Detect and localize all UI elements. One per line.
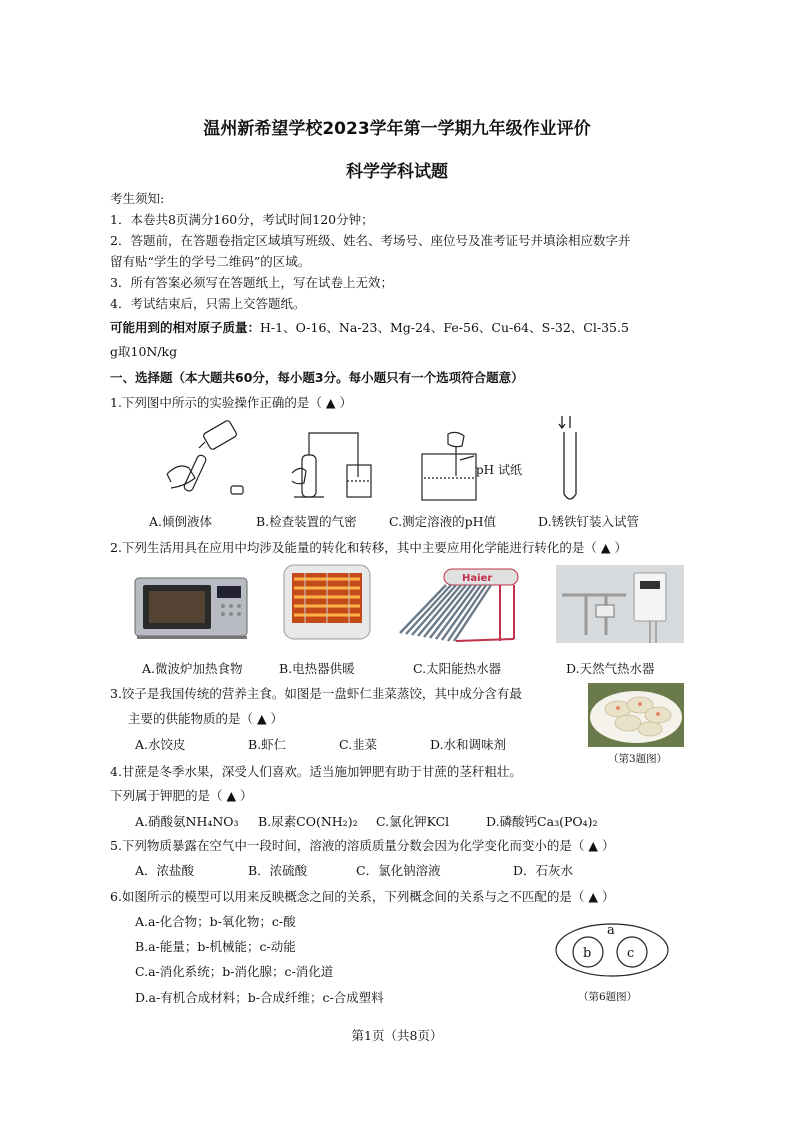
gas-heater-image (556, 565, 684, 643)
ph-paper-label: pH 试纸 (476, 463, 522, 477)
q2-option-d: D.天然气热水器 (566, 661, 655, 676)
q6-option-c: C.a-消化系统；b-消化腺；c-消化道 (135, 964, 334, 979)
airtightness-illustration (292, 425, 382, 505)
notice-item-3: 3．所有答案必须写在答题纸上，写在试卷上无效； (110, 275, 393, 290)
q3-option-b: B.虾仁 (248, 737, 287, 752)
q6-figure-caption: （第6题图） (578, 991, 638, 1003)
q3-option-d: D.水和调味剂 (430, 737, 507, 752)
solar-brand-label: Haier (462, 573, 493, 584)
concept-b-label: b (583, 946, 592, 961)
q4-option-a: A.硝酸氨NH₄NO₃ (135, 814, 239, 829)
q3-figure-caption: （第3题图） (608, 753, 668, 765)
q1-option-a: A.倾倒液体 (149, 514, 213, 529)
nail-tube-illustration (556, 414, 586, 506)
exam-title: 温州新希望学校2023学年第一学期九年级作业评价 (203, 119, 591, 139)
notice-item-4: 4．考试结束后，只需上交答题纸。 (110, 296, 306, 311)
q3-stem-line2: 主要的供能物质的是（ ▲ ） (128, 711, 284, 726)
pour-liquid-illustration (165, 412, 255, 504)
notice-item-2: 2．答题前，在答题卷指定区域填写班级、姓名、考场号、座位号及准考证号并填涂相应数字并 (110, 233, 631, 248)
q2-option-b: B.电热器供暖 (279, 661, 355, 676)
q2-option-c: C.太阳能热水器 (413, 661, 502, 676)
q5-stem: 5.下列物质暴露在空气中一段时间，溶液的溶质质量分数会因为化学变化而变小的是（ ▲ ） (110, 838, 615, 853)
q6-stem: 6.如图所示的模型可以用来反映概念之间的关系，下列概念间的关系与之不匹配的是（ ▲ ） (110, 889, 615, 904)
q6-option-d: D.a-有机合成材料；b-合成纤维；c-合成塑料 (135, 990, 384, 1005)
q2-stem: 2.下列生活用具在应用中均涉及能量的转化和转移，其中主要应用化学能进行转化的是（ ▲ ） (110, 540, 627, 555)
q4-stem-line1: 4.甘蔗是冬季水果，深受人们喜欢。适当施加钾肥有助于甘蔗的茎秆粗壮。 (110, 764, 522, 779)
exam-subtitle: 科学学科试题 (346, 162, 448, 182)
q5-option-b: B．浓硫酸 (248, 863, 308, 878)
q1-option-d: D.锈铁钉装入试管 (538, 514, 640, 529)
q6-option-a: A.a-化合物；b-氧化物；c-酸 (135, 914, 296, 929)
atomic-masses-label: 可能用到的相对原子质量： (110, 320, 261, 335)
microwave-image (133, 572, 251, 642)
q1-option-c: C.测定溶液的pH值 (389, 514, 496, 529)
atomic-masses (110, 320, 629, 336)
notice-heading: 考生须知: (110, 191, 165, 206)
solar-heater-image (396, 567, 520, 643)
notice-item-1: 1．本卷共8页满分160分，考试时间120分钟； (110, 212, 374, 227)
q4-stem-line2: 下列属于钾肥的是（ ▲ ） (110, 788, 253, 803)
q3-stem-line1: 3.饺子是我国传统的营养主食。如图是一盘虾仁韭菜蒸饺，其中成分含有最 (110, 686, 522, 701)
q3-option-a: A.水饺皮 (135, 737, 186, 752)
concept-venn-diagram (552, 918, 672, 980)
section-heading: 一、选择题（本大题共60分，每小题3分。每小题只有一个选项符合题意） (110, 370, 524, 385)
atomic-masses-values: H-1、O-16、Na-23、Mg-24、Fe-56、Cu-64、S-32、Cl-35.5 (260, 320, 629, 335)
q4-option-c: C.氯化钾KCl (376, 814, 450, 829)
q5-option-d: D．石灰水 (513, 863, 574, 878)
q4-option-b: B.尿素CO(NH₂)₂ (258, 814, 358, 829)
q5-option-c: C．氯化钠溶液 (356, 863, 441, 878)
notice-item-2-cont: 留有贴“学生的学号二维码”的区域。 (110, 254, 311, 269)
q2-option-a: A.微波炉加热食物 (142, 661, 243, 676)
gravity-note: g取10N/kg (110, 344, 178, 359)
page-footer: 第1页（共8页） (351, 1028, 443, 1043)
electric-heater-image (280, 563, 375, 643)
q5-option-a: A．浓盐酸 (135, 863, 195, 878)
ph-test-illustration (418, 434, 538, 504)
q1-stem: 1.下列图中所示的实验操作正确的是（ ▲ ） (110, 395, 352, 410)
q6-option-b: B.a-能量；b-机械能；c-动能 (135, 939, 296, 954)
q1-option-b: B.检查装置的气密 (256, 514, 357, 529)
q3-option-c: C.韭菜 (339, 737, 378, 752)
concept-c-label: c (627, 946, 635, 961)
q4-option-d: D.磷酸钙Ca₃(PO₄)₂ (486, 814, 598, 829)
dumplings-image (588, 683, 684, 747)
concept-a-label: a (607, 923, 615, 938)
